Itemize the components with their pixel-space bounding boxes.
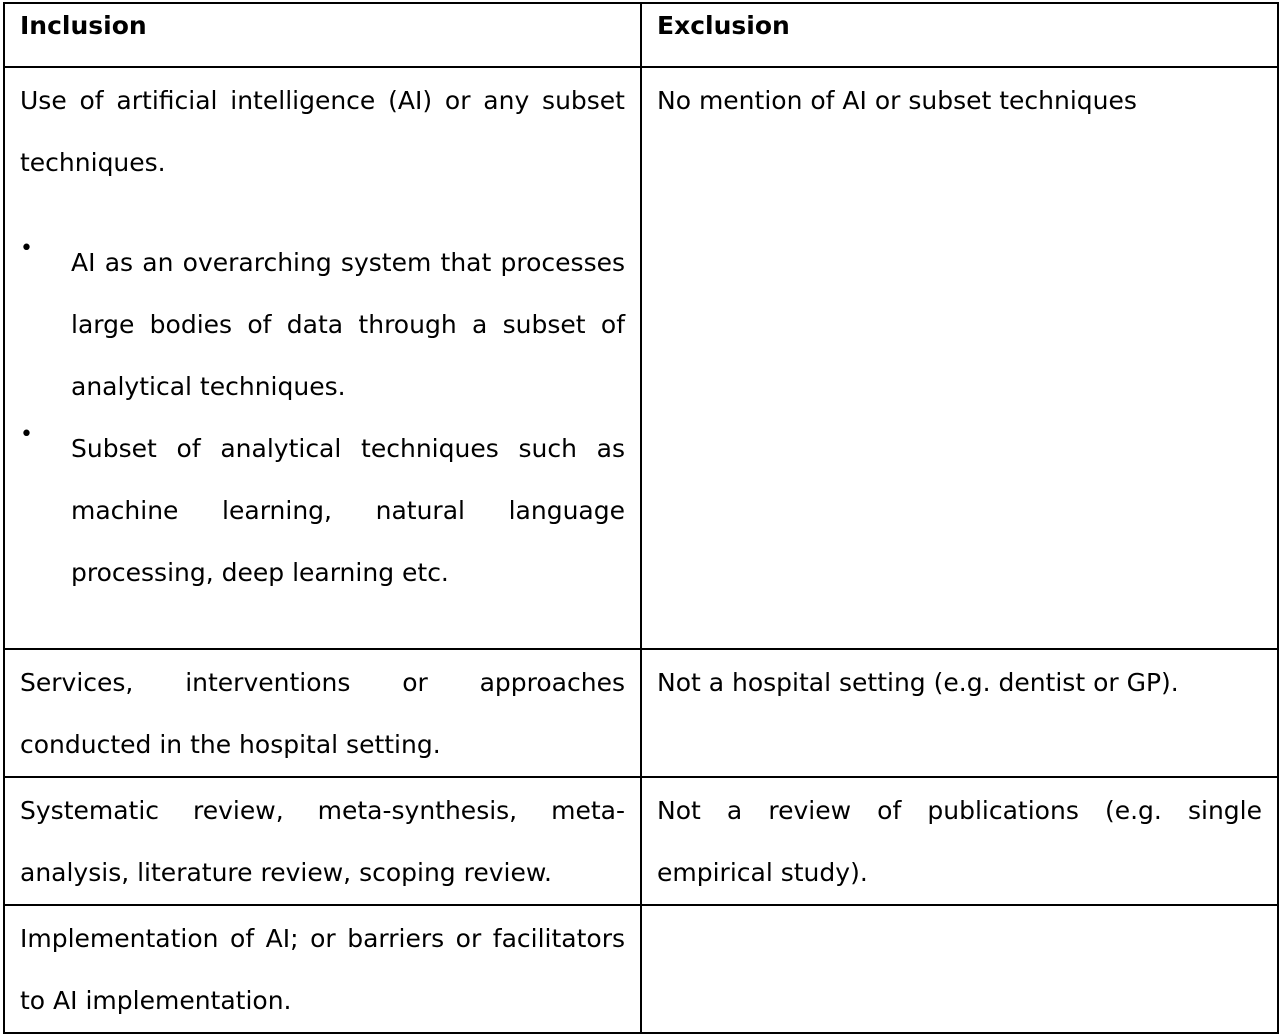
bullet-text: Subset of analytical techniques such as machine learning, natural language processing, deep learning etc.	[71, 434, 625, 587]
inclusion-header: Inclusion	[4, 3, 641, 67]
inclusion-cell: Systematic review, meta-synthesis, meta-analysis, literature review, scoping review.	[4, 777, 641, 905]
exclusion-cell: Not a hospital setting (e.g. dentist or GP).	[641, 649, 1278, 777]
inclusion-cell	[4, 67, 641, 649]
bullet-icon: •	[20, 422, 33, 447]
exclusion-header: Exclusion	[641, 3, 1278, 67]
table-row	[4, 649, 1278, 777]
list-item	[20, 232, 625, 418]
exclusion-cell	[641, 905, 1278, 1033]
exclusion-cell: No mention of AI or subset techniques	[641, 67, 1278, 649]
inclusion-cell: Services, interventions or approaches conducted in the hospital setting.	[4, 649, 641, 777]
inclusion-bullet-list	[20, 232, 625, 604]
inclusion-cell: Implementation of AI; or barriers or facilitators to AI implementation.	[4, 905, 641, 1033]
spacer	[20, 194, 625, 232]
exclusion-cell: Not a review of publications (e.g. single empirical study).	[641, 777, 1278, 905]
table-header-row	[4, 3, 1278, 67]
criteria-table	[3, 2, 1279, 1034]
inclusion-intro: Use of artificial intelligence (AI) or any subset techniques.	[20, 86, 625, 177]
table-row	[4, 67, 1278, 649]
table-row	[4, 905, 1278, 1033]
bullet-text: AI as an overarching system that processes large bodies of data through a subset of analytical techniques.	[71, 248, 625, 401]
list-item	[20, 418, 625, 604]
table-row	[4, 777, 1278, 905]
bullet-icon: •	[20, 236, 33, 261]
